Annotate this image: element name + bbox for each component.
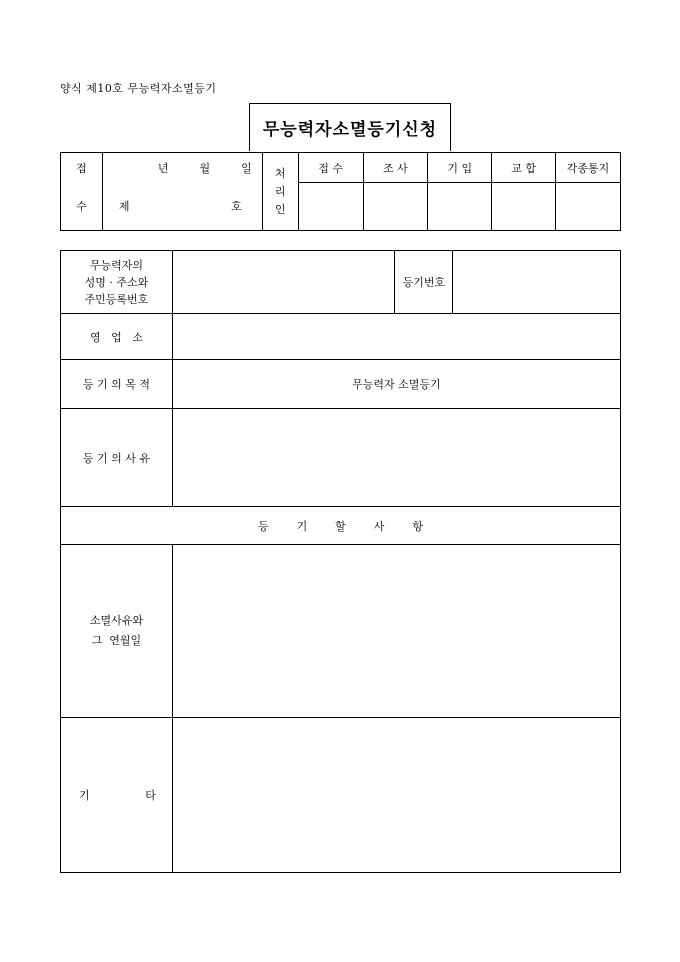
receipt-je-label: 제 bbox=[118, 200, 130, 214]
receipt-month-label: 월 bbox=[199, 161, 211, 175]
header-notifications: 각종통지 bbox=[556, 153, 621, 183]
receipt-su-label: 수 bbox=[61, 183, 103, 231]
header-review: 조 사 bbox=[363, 153, 428, 183]
extinction-value[interactable] bbox=[172, 545, 620, 718]
reason-label: 등 기 의 사 유 bbox=[61, 409, 173, 507]
header-verification: 교 합 bbox=[492, 153, 556, 183]
processor-label-cell bbox=[262, 153, 298, 231]
processor-label-in: 인 bbox=[274, 202, 286, 216]
seal-verification[interactable] bbox=[492, 183, 556, 231]
extinction-label: 소멸사유와 그 연월일 bbox=[61, 545, 173, 718]
matters-header: 등 기 할 사 항 bbox=[61, 507, 621, 545]
form-title: 무능력자소멸등기신청 bbox=[249, 103, 451, 151]
receipt-day-label: 일 bbox=[241, 161, 252, 175]
registration-number-value[interactable] bbox=[453, 251, 621, 314]
processor-label-ri: 리 bbox=[274, 184, 286, 198]
person-value[interactable] bbox=[172, 251, 395, 314]
other-value[interactable] bbox=[172, 718, 620, 873]
header-receipt: 접 수 bbox=[298, 153, 363, 183]
receipt-ho-label: 호 bbox=[231, 200, 242, 214]
seal-notifications[interactable] bbox=[556, 183, 621, 231]
office-label: 영 업 소 bbox=[61, 314, 173, 360]
receipt-number-cell[interactable] bbox=[102, 183, 262, 231]
purpose-label: 등 기 의 목 적 bbox=[61, 360, 173, 409]
receipt-table bbox=[60, 152, 621, 231]
seal-review[interactable] bbox=[363, 183, 428, 231]
seal-entry[interactable] bbox=[428, 183, 492, 231]
processor-label-cheo: 처 bbox=[274, 166, 286, 180]
seal-receipt[interactable] bbox=[298, 183, 363, 231]
registration-number-label: 등기번호 bbox=[395, 251, 453, 314]
other-label: 기 타 bbox=[61, 718, 173, 873]
purpose-value[interactable]: 무능력자 소멸등기 bbox=[172, 360, 620, 409]
person-label: 무능력자의 성명 · 주소와 주민등록번호 bbox=[61, 251, 173, 314]
application-table bbox=[60, 250, 621, 873]
office-value[interactable] bbox=[172, 314, 620, 360]
header-entry: 기 입 bbox=[428, 153, 492, 183]
reason-value[interactable] bbox=[172, 409, 620, 507]
receipt-date-cell[interactable] bbox=[102, 153, 262, 183]
receipt-year-label: 년 bbox=[157, 161, 169, 175]
receipt-jeop-label: 접 bbox=[61, 153, 103, 183]
form-number-label: 양식 제10호 무능력자소멸등기 bbox=[60, 82, 217, 95]
